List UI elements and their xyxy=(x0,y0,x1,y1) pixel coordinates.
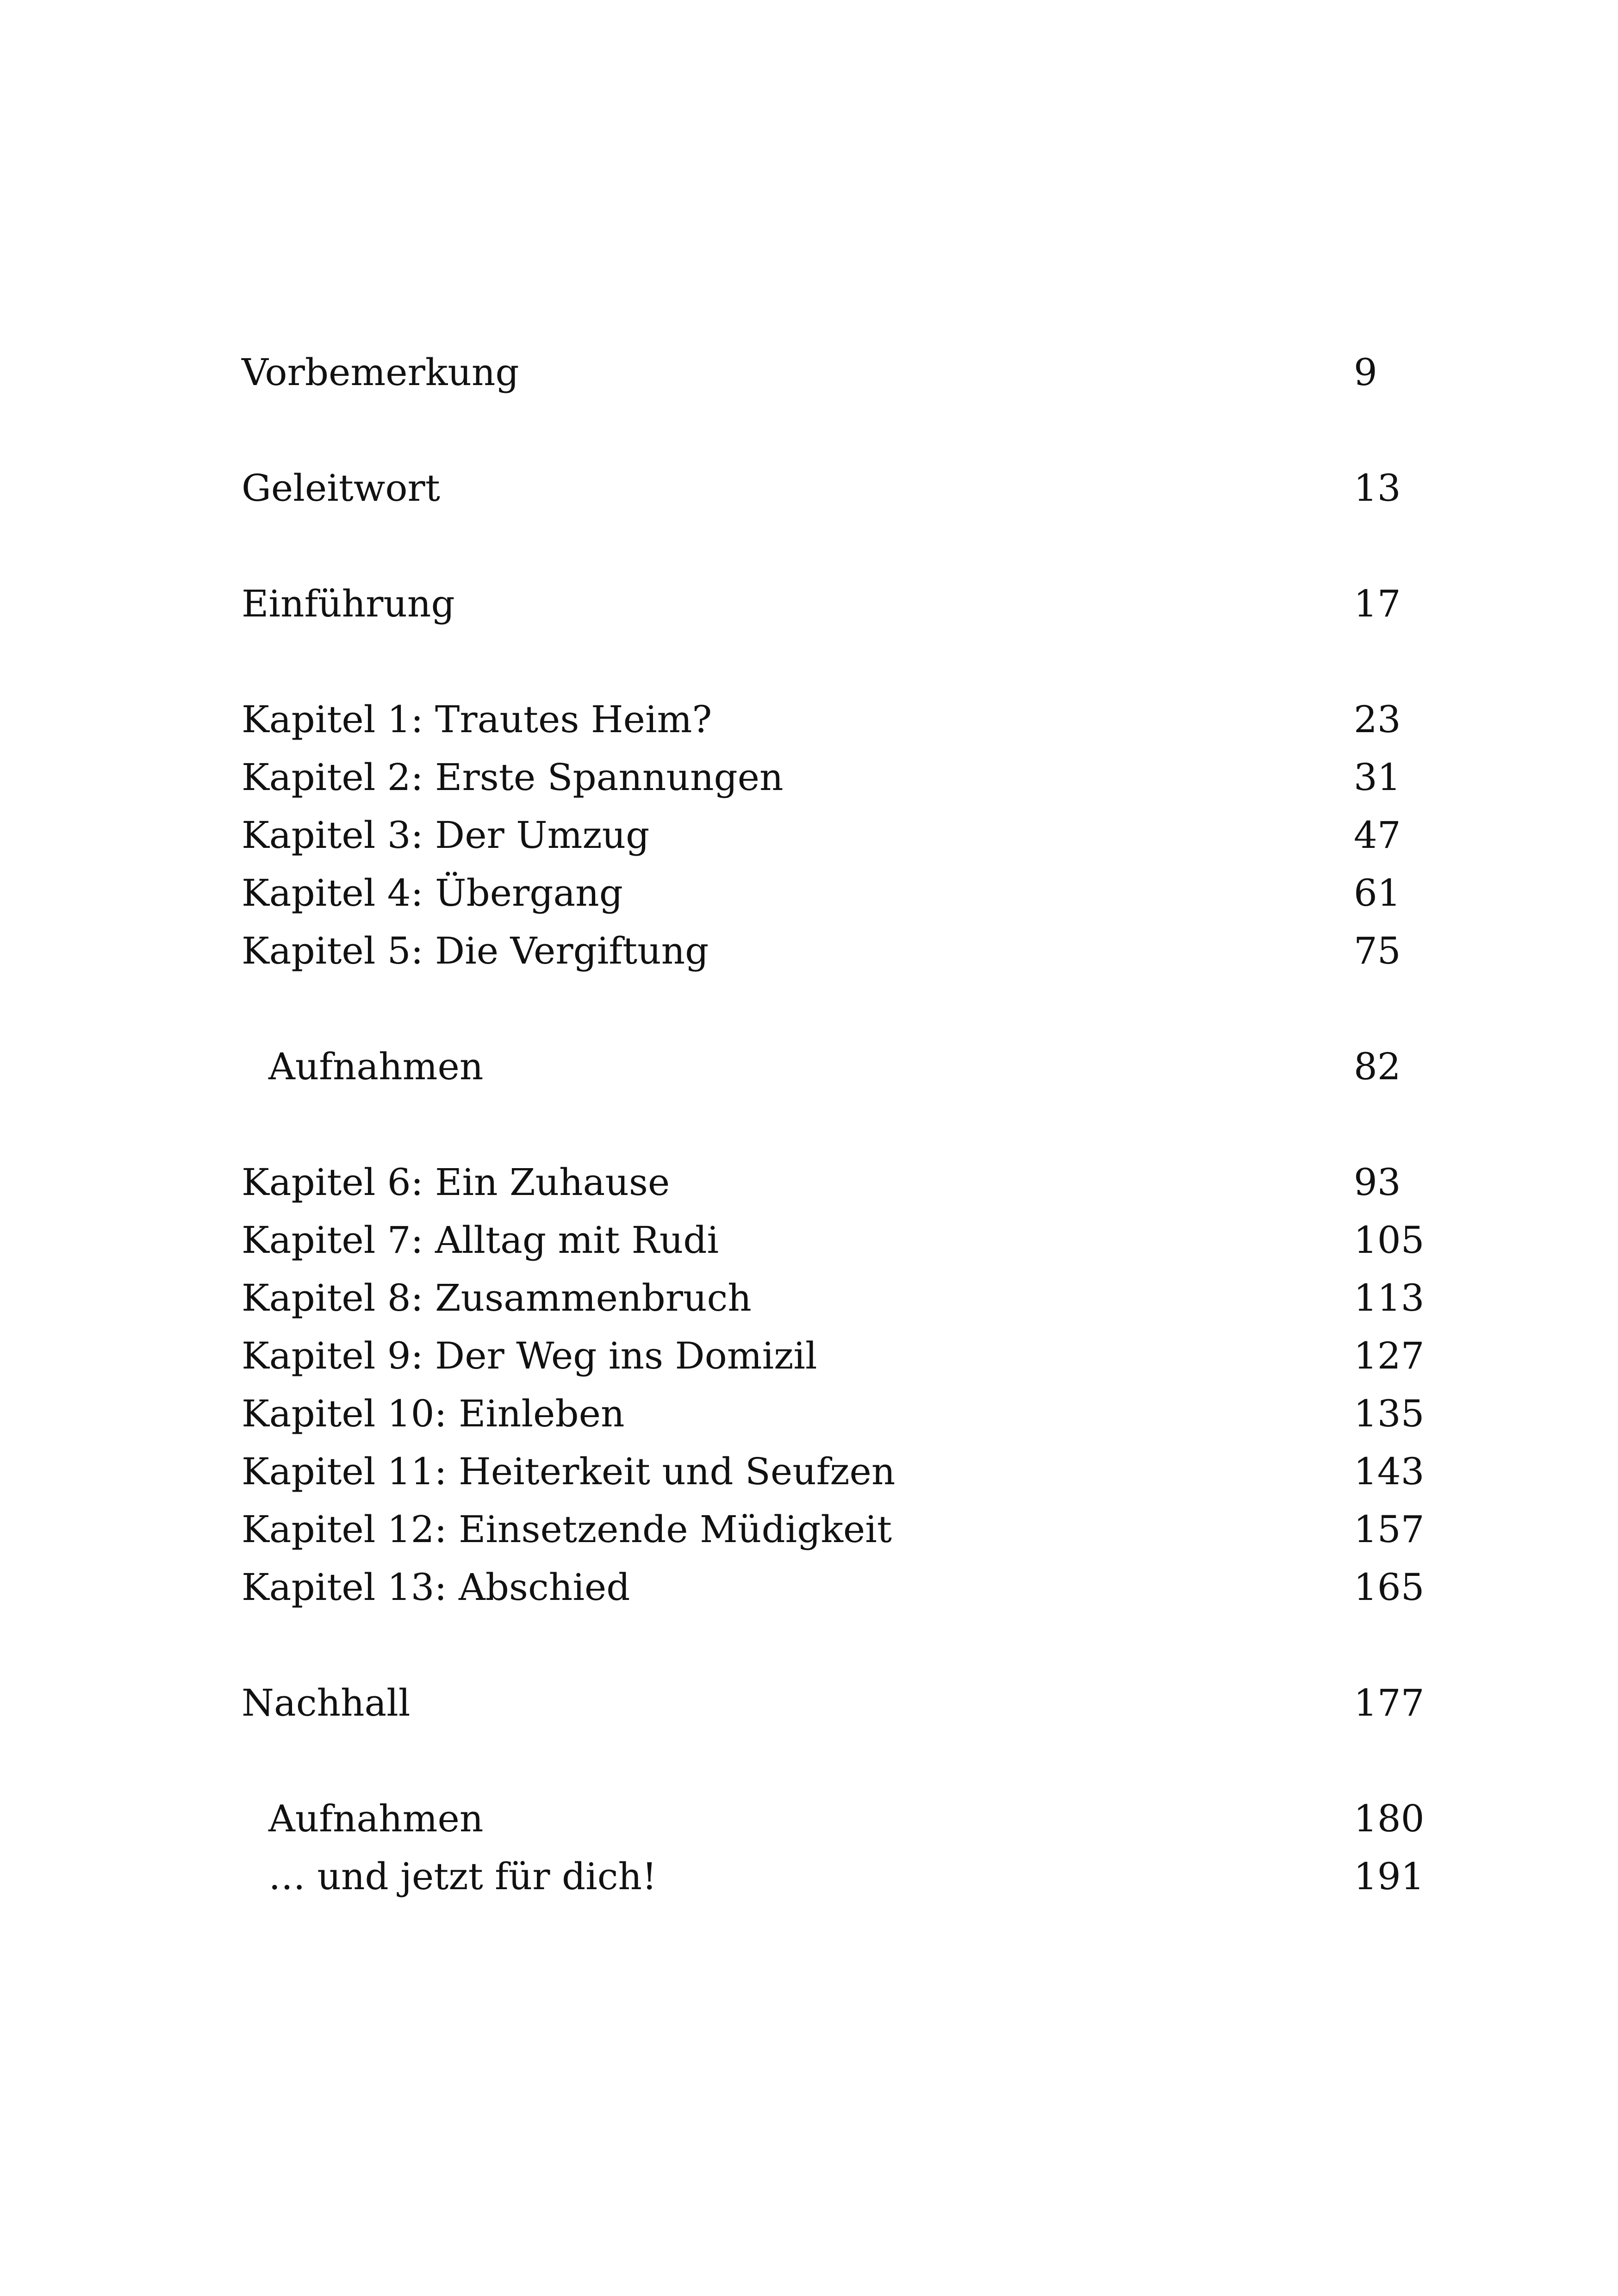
toc-entry-title: Aufnahmen xyxy=(268,1797,484,1840)
toc-entry-title: Geleitwort xyxy=(242,467,440,510)
toc-entry-page-number: 157 xyxy=(1354,1508,1425,1551)
toc-entry-einfuehrung xyxy=(0,579,1618,629)
toc-entry-title: Kapitel 1: Trautes Heim? xyxy=(242,698,712,741)
toc-entry-title: Kapitel 7: Alltag mit Rudi xyxy=(242,1219,719,1262)
toc-entry-page-number: 191 xyxy=(1354,1855,1425,1898)
toc-entry-page-number: 17 xyxy=(1354,582,1401,625)
toc-entry-page-number: 113 xyxy=(1354,1276,1425,1319)
toc-entry-title: Kapitel 11: Heiterkeit und Seufzen xyxy=(242,1450,896,1493)
toc-entry-vorbemerkung xyxy=(0,347,1618,398)
toc-entry-page-number: 127 xyxy=(1354,1334,1425,1377)
toc-entry-kapitel-6 xyxy=(0,1157,1618,1208)
toc-entry-title: Kapitel 13: Abschied xyxy=(242,1566,630,1609)
toc-entry-page-number: 180 xyxy=(1354,1797,1425,1840)
toc-entry-geleitwort xyxy=(0,463,1618,514)
toc-entry-page-number: 165 xyxy=(1354,1566,1425,1609)
toc-entry-title: Kapitel 8: Zusammenbruch xyxy=(242,1276,752,1319)
toc-entry-page-number: 105 xyxy=(1354,1219,1425,1262)
toc-entry-kapitel-13 xyxy=(0,1562,1618,1613)
toc-entry-kapitel-12 xyxy=(0,1504,1618,1555)
toc-entry-page-number: 135 xyxy=(1354,1392,1425,1435)
toc-entry-kapitel-10 xyxy=(0,1388,1618,1439)
toc-entry-page-number: 13 xyxy=(1354,467,1401,510)
toc-entry-kapitel-11 xyxy=(0,1446,1618,1497)
toc-entry-kapitel-7 xyxy=(0,1215,1618,1266)
toc-entry-aufnahmen-1 xyxy=(0,1041,1618,1092)
toc-entry-page-number: 47 xyxy=(1354,814,1401,857)
toc-entry-title: Kapitel 6: Ein Zuhause xyxy=(242,1161,670,1204)
toc-entry-title: Kapitel 2: Erste Spannungen xyxy=(242,756,784,799)
toc-entry-title: Aufnahmen xyxy=(268,1045,484,1088)
toc-entry-title: Kapitel 9: Der Weg ins Domizil xyxy=(242,1334,817,1377)
toc-entry-page-number: 23 xyxy=(1354,698,1401,741)
toc-entry-title: Kapitel 10: Einleben xyxy=(242,1392,625,1435)
toc-entry-page-number: 75 xyxy=(1354,929,1401,972)
toc-entry-page-number: 61 xyxy=(1354,871,1401,915)
toc-entry-page-number: 177 xyxy=(1354,1681,1425,1724)
toc-entry-title: Vorbemerkung xyxy=(242,351,519,394)
toc-entry-kapitel-8 xyxy=(0,1273,1618,1324)
toc-entry-title: Kapitel 4: Übergang xyxy=(242,871,623,915)
toc-entry-page-number: 31 xyxy=(1354,756,1401,799)
toc-entry-kapitel-5 xyxy=(0,926,1618,977)
toc-entry-kapitel-1 xyxy=(0,694,1618,745)
toc-entry-nachhall xyxy=(0,1678,1618,1729)
toc-entry-page-number: 82 xyxy=(1354,1045,1401,1088)
toc-entry-title: Einführung xyxy=(242,582,455,625)
toc-entry-title: Kapitel 3: Der Umzug xyxy=(242,814,650,857)
toc-entry-title: Kapitel 5: Die Vergiftung xyxy=(242,929,709,972)
toc-entry-kapitel-3 xyxy=(0,810,1618,861)
toc-entry-page-number: 9 xyxy=(1354,351,1377,394)
toc-entry-und-jetzt-fuer-dich xyxy=(0,1851,1618,1902)
toc-entry-kapitel-2 xyxy=(0,752,1618,803)
toc-entry-kapitel-4 xyxy=(0,868,1618,919)
toc-entry-page-number: 93 xyxy=(1354,1161,1401,1204)
toc-entry-aufnahmen-2 xyxy=(0,1793,1618,1844)
toc-entry-title: Kapitel 12: Einsetzende Müdigkeit xyxy=(242,1508,892,1551)
toc-entry-kapitel-9 xyxy=(0,1331,1618,1381)
toc-entry-page-number: 143 xyxy=(1354,1450,1425,1493)
toc-entry-title: Nachhall xyxy=(242,1681,411,1724)
toc-entry-title: … und jetzt für dich! xyxy=(268,1855,657,1898)
